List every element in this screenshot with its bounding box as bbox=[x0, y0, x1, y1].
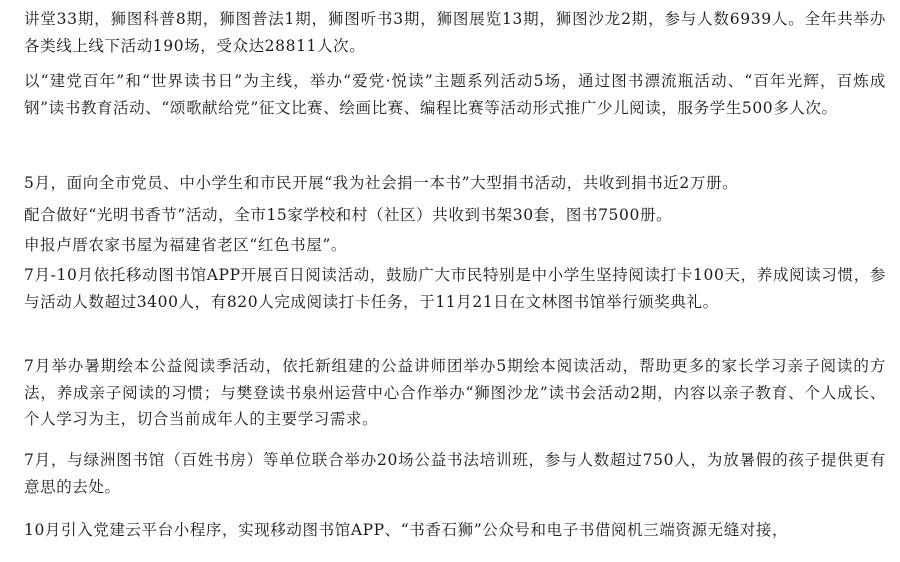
paragraph-hundred-day-reading: 7月-10月依托移动图书馆APP开展百日阅读活动，鼓励广大市民特别是中小学生坚持阅读打卡100天，养成阅读习惯，参与活动人数超过3400人，有820人完成阅读打卡任务，于11月21日在文林图书馆举行颁奖典礼。 bbox=[24, 266, 886, 311]
paragraph-calligraphy-training: 7月，与绿洲图书馆（百姓书房）等单位联合举办20场公益书法培训班，参与人数超过750人，为放暑假的孩子提供更有意思的去处。 bbox=[24, 451, 886, 496]
paragraph-party-reading-series: 以“建党百年”和“世界读书日”为主线，举办“爱党·悦读”主题系列活动5场，通过图书漂流瓶活动、“百年光辉，百炼成钢”读书教育活动、“颂歌献给党”征文比赛、绘画比赛、编程比赛等活动形式推广少儿阅读，服务学生500多人次。 bbox=[24, 72, 886, 117]
paragraph-book-donation: 5月，面向全市党员、中小学生和市民开展“我为社会捐一本书”大型捐书活动，共收到捐书近2万册。 bbox=[24, 174, 739, 192]
paragraph-red-bookhouse: 申报卢厝农家书屋为福建省老区“红色书屋”。 bbox=[24, 236, 347, 254]
paragraph-party-cloud-platform: 10月引入党建云平台小程序，实现移动图书馆APP、“书香石狮”公众号和电子书借阅机三端资源无缝对接， bbox=[24, 521, 789, 539]
paragraph-guangming-festival: 配合做好“光明书香节”活动，全市15家学校和村（社区）共收到书架30套，图书7500册。 bbox=[24, 206, 673, 224]
paragraph-picture-book-season: 7月举办暑期绘本公益阅读季活动，依托新组建的公益讲师团举办5期绘本阅读活动，帮助更多的家长学习亲子阅读的方法，养成亲子阅读的习惯；与樊登读书泉州运营中心合作举办“狮图沙龙”读书会活动2期，内容以亲子教育、个人成长、个人学习为主，切合当前成年人的主要学习需求。 bbox=[24, 357, 886, 428]
paragraph-activity-summary: 讲堂33期，狮图科普8期，狮图普法1期，狮图听书3期，狮图展览13期，狮图沙龙2期，参与人数6939人。全年共举办各类线上线下活动190场，受众达28811人次。 bbox=[24, 10, 886, 55]
